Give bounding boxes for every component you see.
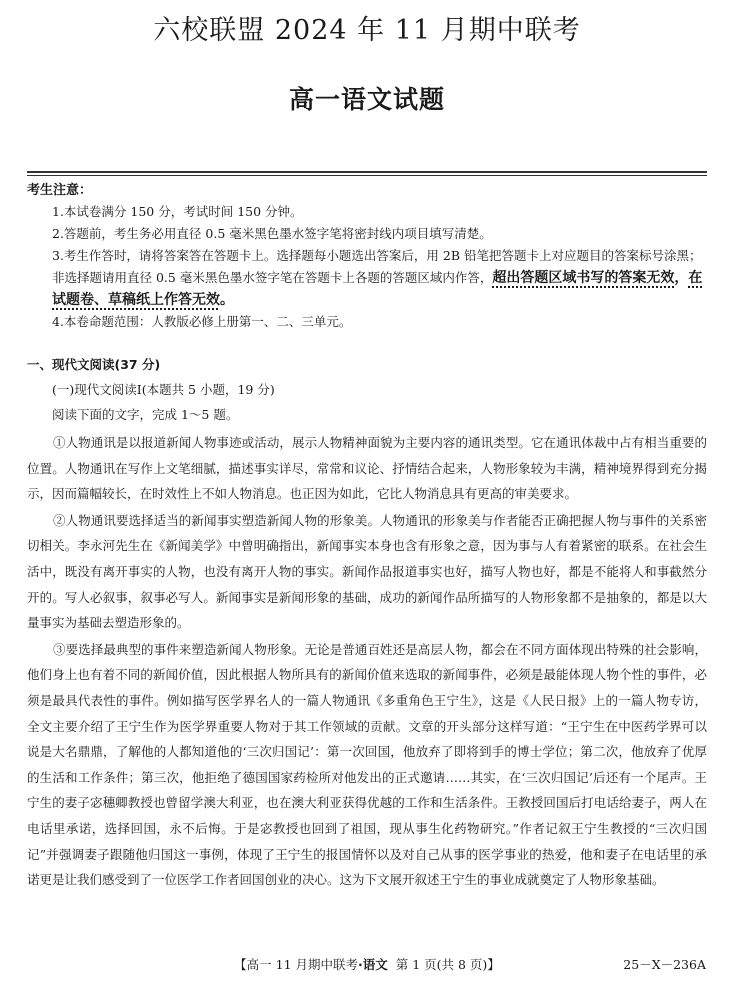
notice-heading: 考生注意： — [27, 183, 93, 198]
section-heading: 一、现代文阅读(37 分) — [27, 357, 161, 372]
footer-left-bracket: 【 — [234, 957, 247, 972]
footer-dot: · — [358, 957, 363, 972]
page-footer — [0, 955, 734, 973]
notice-item-4: 4.本卷命题范围：人教版必修上册第一、二、三单元。 — [52, 314, 352, 329]
footer-subject: 语文 — [362, 957, 388, 972]
notice-item-3 — [52, 245, 706, 311]
notice-emphasis-sep: ， — [674, 270, 689, 286]
reading-instruction: 阅读下面的文字，完成 1～5 题。 — [52, 407, 239, 422]
notice-emphasis-1: 超出答题区域书写的答案无效 — [492, 270, 675, 286]
passage-paragraph-3: ③要选择最典型的事件来塑造新闻人物形象。无论是普通百姓还是高层人物，都会在不同方面体现出特殊的社会影响，他们身上也有着不同的新闻价值，因此根据人物所具有的新闻价值来选取的新闻事件，必须是最能体现人物个性的事件，必须是最具代表性的事件。例如描写医学界名人的一篇人物通讯《多重角色王宁生》，这是《人民日报》上的一篇人物专访，全文主要介绍了王宁生作为医学界重要人物对于其工作领域的贡献。文章的开头部分这样写道：“王宁生在中医药学界可以说是大名鼎鼎，了解他的人都知道他的‘三次归国记’：第一次回国，他放弃了即将到手的博士学位；第二次，他放弃了优厚的生活和工作条件；第三次，他拒绝了德国国家药检所对他发出的正式邀请……其实，在‘三次归国记’后还有一个尾声。王宁生的妻子宓穗卿教授也曾留学澳大利亚，也在澳大利亚获得优越的工作和生活条件。王教授回国后打电话给妻子，两人在电话里承诺，选择回国，永不后悔。于是宓教授也回到了祖国，现从事生化药物研究。”作者记叙王宁生教授的“三次归国记”并强调妻子跟随他归国这一事例，体现了王宁生的报国情怀以及对自己从事的医学事业的热爱，他和妻子在电话里的承诺更是让我们感受到了一位医学工作者回国创业的决心。这为下文展开叙述王宁生的事业成就奠定了人物形象基础。 — [27, 641, 707, 888]
exam-title: 六校联盟 2024 年 11 月期中联考 — [153, 15, 581, 46]
passage-paragraph-1: ①人物通讯是以报道新闻人物事迹或活动，展示人物精神面貌为主要内容的通讯类型。它在通讯体裁中占有相当重要的位置。人物通讯在写作上文笔细腻，描述事实详尽，常常和议论、抒情结合起来，人物形象较为丰满，精神境界得到充分揭示，因而篇幅较长，在时效性上不如人物消息。也正因为如此，它比人物消息具有更高的审美要求。 — [27, 435, 707, 502]
header-divider-thick — [27, 171, 707, 173]
footer-paper-code: 25－X－236A — [623, 957, 706, 972]
notice-emphasis-2: 在试题卷、草稿纸上作答无效 — [52, 270, 703, 308]
section-sub-heading: (一)现代文阅读Ⅰ(本题共 5 小题，19 分) — [52, 382, 275, 397]
notice-item-2: 2.答题前，考生务必用直径 0.5 毫米黑色墨水签字笔将密封线内项目填写清楚。 — [52, 226, 492, 241]
subject-title: 高一语文试题 — [288, 85, 445, 114]
footer-page-info: 第 1 页(共 8 页) — [395, 957, 488, 972]
footer-right-bracket: 】 — [487, 957, 500, 972]
notice-list — [52, 201, 706, 333]
notice-item-1: 1.本试卷满分 150 分，考试时间 150 分钟。 — [52, 204, 303, 219]
reading-passage — [27, 430, 707, 894]
notice-emphasis-end: 。 — [220, 292, 234, 308]
notice-item-3-text: 3.考生作答时，请将答案答在答题卡上。选择题每小题选出答案后，用 2B 铅笔把答题卡上对应题目的答案标号涂黑；非选择题请用直径 0.5 毫米黑色墨水签字笔在答题卡上各题的答题区域内作答， — [52, 248, 702, 285]
footer-exam-name: 高一 11 月期中联考 — [246, 957, 359, 972]
passage-paragraph-2: ②人物通讯要选择适当的新闻事实塑造新闻人物的形象美。人物通讯的形象美与作者能否正确把握人物与事件的关系密切相关。李永河先生在《新闻美学》中曾明确指出，新闻事实本身也含有形象之意，因为事与人有着紧密的联系。在社会生活中，既没有离开事实的人物，也没有离开人物的事实。新闻作品报道事实也好，描写人物也好，都是不能将人和事截然分开的。写人必叙事，叙事必写人。新闻事实是新闻形象的基础，成功的新闻作品所描写的人物形象都不是抽象的，都是以大量事实为基础去塑造形象的。 — [27, 512, 707, 631]
header-divider-thin — [27, 175, 707, 176]
